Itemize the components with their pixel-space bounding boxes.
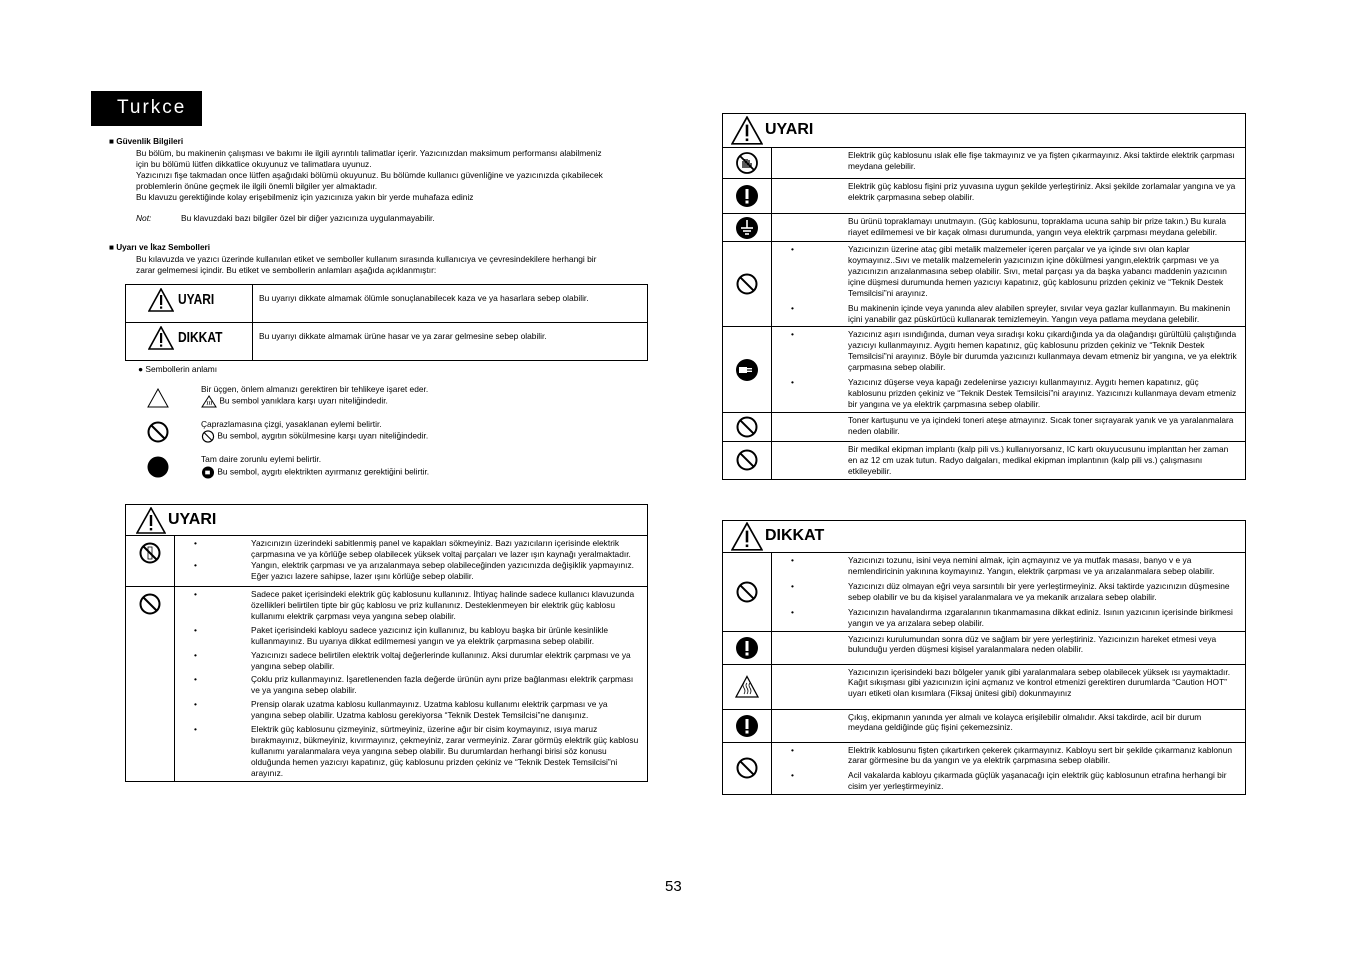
prohibited-icon: [735, 756, 759, 780]
warning-row: [723, 631, 1246, 664]
triangle-icon: [147, 388, 169, 408]
symbol-definition-table: [125, 284, 648, 361]
warning-triangle-icon: [148, 288, 174, 312]
list-item: • Bu makinenin içinde veya yanında alev alabilen spreyler, sıvılar veya gazlar kullanmayın. Bu makinenin içini yanabilir gaz püskürtücü kullanarak temizlemeyin. Yangın veya patlama meydana gelebilir.: [848, 303, 1237, 325]
prohibited-icon: [735, 448, 759, 472]
text-line: Bu kılavuzda ve yazıcı üzerinde kullanılan etiket ve semboller kullanım sırasında kullanıcıya ve çevresindekilere herhangi bir: [136, 254, 597, 264]
meaning-triangle-line2: Bu sembol yanıklara karşı uyarı niteliğindedir.: [201, 395, 388, 408]
warning-triangle-icon: [136, 507, 166, 534]
list-item: • Yazıcınız aşırı ısındığında, duman veya sıradışı koku çıkardığında ya da olağandışı gürültülü çalıştığında yazıcıyı kullanmayınız. Aygıtı hemen kapatınız, güç kablosunu prizden çekiniz ve “Teknik Destek Temsilcisi”ni arayınız. Böyle bir durumda yazıcınızı kullanmaya devam etmeniz bir yangına, ve ya elektrik çarpmasına sebep olabilir.: [848, 329, 1237, 373]
left-warning-row2: [175, 589, 639, 779]
right-caution-box: [722, 520, 1246, 795]
language-tab: Turkce: [91, 91, 202, 126]
dikkat-definition: Bu uyarıyı dikkate almamak ürüne hasar ve ya zarar gelmesine sebep olabilir.: [253, 323, 648, 361]
warning-row: [723, 327, 1246, 412]
warning-triangle-icon: [731, 522, 763, 551]
meaning-mandatory-line2: Bu sembol, aygıtı elektrikten ayırmanız gerektiğini belirtir.: [201, 466, 429, 479]
warning-row: [723, 441, 1246, 479]
text-line: Yazıcınızı fişe takmadan once lütfen aşağıdaki bölümü okuyunuz. Bu bölümde kullanıcı güvenliğine ve yazıcınızda çıkabilecek: [136, 169, 603, 180]
warning-row: [723, 242, 1246, 327]
warning-row: [723, 179, 1246, 214]
list-item: • Yazıcınızın üzerine ataç gibi metalik malzemeler içeren parçalar ve ya içinde sıvı olan kaplar koymayınız..Sıvı ve metalik malzemelerin yazıcınızın içine dökülmesi yangın,elektrik çarpması ve ya yazıcınızın arızalanmasına sebep olabilir. Sıvı, metal parçası ya da başka yabancı maddenin yazıcının içine düşmesi durumunda hemen yazıcıyı kapatınız, güç kablosunu prizden çekiniz ve “Teknik Destek Temsilcisi”ni arayınız.: [848, 244, 1237, 299]
warning-row: [723, 214, 1246, 242]
symbols-body: [136, 254, 681, 276]
wet-hand-prohibited-icon: [735, 151, 759, 175]
safety-heading: ■ Güvenlik Bilgileri: [109, 137, 184, 146]
no-disassembly-icon: [201, 430, 215, 443]
right-warning-box: [722, 113, 1246, 480]
note-label: Not:: [136, 213, 152, 223]
right-caution-title: DIKKAT: [723, 521, 1245, 552]
meaning-heading: ● Sembollerin anlamı: [138, 364, 218, 374]
prohibited-icon: [147, 421, 169, 443]
prohibited-icon: [735, 580, 759, 604]
meaning-prohibit-line2: Bu sembol, aygıtın sökülmesine karşı uyarı niteliğindedir.: [201, 430, 428, 443]
mandatory-icon: [735, 636, 759, 660]
warning-row: [723, 742, 1246, 795]
list-item: • Yazıcınızı tozunu, isini veya nemini almak, için açmayınız ve ya mutfak masası, banyo v e ya nemlendiricinin yakınına koymayınız. Yangın, elektrik çarpması ve ya arızalanmalara sebep olabilir.: [848, 555, 1237, 577]
text-line: problemlerin önüne geçmek ile ilgili önemli bilgiler yer almaktadır.: [136, 180, 378, 191]
left-warning-title: UYARI: [126, 505, 647, 535]
prohibited-icon: [735, 272, 759, 296]
page-number: 53: [665, 878, 682, 895]
safety-body: [136, 148, 681, 203]
meaning-mandatory-line1: Tam daire zorunlu eylemi belirtir.: [201, 454, 322, 464]
warning-row: [723, 664, 1246, 709]
note-text: Bu klavuzdaki bazı bilgiler özel bir diğer yazıcınıza uygulanmayabilir.: [181, 213, 435, 223]
list-item: • Yazıcınızın havalandırma ızgaralarının tıkanmamasına dikkat ediniz. Isının yazıcının içerisinde birikmesi yangın ve ya arızalara sebep olabilir.: [848, 607, 1237, 629]
row-text: Elektrik güç kablosu fişini priz yuvasına uygun şekilde yerleştiriniz. Aksi şekilde zorlamalar yangına ve ya elektrik çarpmasına sebep olabilir.: [848, 181, 1236, 202]
list-item: • Yazıcınızın üzerindeki sabitlenmiş panel ve kapakları sökmeyiniz. Bazı yazıcıların içerisinde elektrik çarpmasına ve ya körlüğe sebep olabilecek yüksek voltaj parçaları ve lazer ışın kaynağı yeralmaktadır.: [251, 538, 639, 560]
list-item: • Acil vakalarda kabloyu çıkarmada güçlük yaşanacağı için elektrik güç kablosunun etrafına herhangi bir cisim yer yerleştirmeyiniz.: [848, 770, 1237, 792]
dikkat-symbol: DIKKAT: [126, 323, 252, 352]
row-text: Kağıt sıkışması gibi yazıcınızın içini açmanız ve kontrol etmenizi gerektiren durumlarda “Caution HOT” uyarı etiketi olan kısımlara (Fiksaj ünitesi gibi) dokunmayınız: [848, 677, 1227, 699]
list-item: • Yazıcınız düşerse veya kapağı zedelenirse yazıcıyı kullanmayınız. Aygıtı hemen kapatınız, güç kablosunu prizden çekiniz ve “Teknik Destek Temsilcisi”ni arayınız. Yazıcınızı kullanmaya devam etmeniz bir yangına ve ya elektrik çarpmasına sebep olabilir.: [848, 377, 1237, 410]
row-text: Yazıcınızı kurulumundan sonra düz ve sağlam bir yere yerleştiriniz. Yazıcınızın hareket etmesi veya bulunduğu yerden düşmesi kişisel yaralanmalara neden olabilir.: [848, 633, 1217, 655]
mandatory-icon: [735, 714, 759, 738]
filled-circle-icon: [147, 456, 169, 478]
meaning-prohibit-line1: Çaprazlamasına çizgi, yasaklanan eylemi belirtir.: [201, 419, 382, 429]
mandatory-icon: [735, 184, 759, 208]
prohibited-icon: [735, 415, 759, 439]
warning-row: [723, 553, 1246, 632]
text-line: zarar gelmemesi içindir. Bu etiket ve sembollerin anlamları aşağıda açıklanmıştır:: [136, 264, 437, 275]
left-warning-row1: [175, 538, 639, 582]
list-item: • Yazıcınızı düz olmayan eğri veya sarsıntılı bir yere yerleştirmeyiniz. Aksi taktirde yazıcınızın düşmesine sebep olabilir ve bu da kişisel yaralanmalara ve ya mekanik arızalara sebep olabilir.: [848, 581, 1237, 603]
row-text: Elektrik güç kablosunu ıslak elle fişe takmayınız ve ya fişten çıkarmayınız. Aksi taktirde elektrik çarpması meydana gelebilir.: [848, 150, 1235, 171]
list-item: • Paket içerisindeki kabloyu sadece yazıcınız için kullanınız, bu kabloyu başka bir ürünle kesinlikle kullanmayınız. Bu uyarıya dikkat edilmemesi yangın ve ya elektrik çarpmasına sebep olabilir.: [251, 625, 639, 647]
row-text: Bu ürünü topraklamayı unutmayın. (Güç kablosunu, topraklama ucuna sahip bir prize takın.) Bu kurala riayet edilmemesi ve bir kaçak olması durumunda, yangın veya elektrik çarpması meydana gelebilir.: [848, 216, 1227, 237]
text-line: Bu klavuzu gerektiğinde kolay erişebilmeniz için yazıcınıza yakın bir yerde muhafaza ediniz: [136, 191, 474, 202]
text-line: için bu bölümü lütfen dikkatlice okuyunuz ve talimatlara uyunuz.: [136, 158, 372, 169]
row-text: Yazıcınızın içerisindeki bazı bölgeler yanık gibi yaralanmalara sebep olabilecek yüksek ısı yaymaktadır.: [848, 666, 1231, 677]
text-line: Bu bölüm, bu makinenin çalışması ve bakımı ile ilgili ayrıntılı talimatlar içerir. Yazıcınızdan maksimum performansı alabilmeniz: [136, 148, 602, 158]
left-warning-box: [125, 504, 648, 782]
prohibited-icon: [139, 593, 161, 615]
list-item: • Yangın, elektrik çarpması ve ya arızalanmaya sebep olabileceğinden yazıcınızda değişiklik yapmayınız. Eğer yazıcı lazere sahipse, lazer ışını körlüğe sebep olabilir.: [251, 560, 639, 582]
ground-icon: [735, 216, 759, 240]
right-warning-title: UYARI: [723, 114, 1245, 147]
warning-row: [723, 148, 1246, 179]
warning-row: [723, 709, 1246, 742]
uyari-symbol: UYARI: [126, 285, 252, 314]
warning-triangle-icon: [148, 326, 174, 350]
symbols-heading: ■ Uyarı ve İkaz Sembolleri: [109, 243, 210, 252]
hot-triangle-icon: [201, 395, 217, 408]
no-disassembly-icon: [139, 542, 161, 564]
hot-surface-icon: [735, 675, 759, 699]
unplug-icon: [735, 358, 759, 382]
warning-triangle-icon: [731, 116, 763, 145]
list-item: • Elektrik kablosunu fişten çıkartırken çekerek çıkarmayınız. Kabloyu sert bir şekilde çıkarmanız kablonun zarar görmesine bu da yangın ve ya elektrik çarpmasına sebep olabilir.: [848, 745, 1237, 767]
uyari-definition: Bu uyarıyı dikkate almamak ölümle sonuçlanabilecek kaza ve ya hasarlara sebep olabilir.: [253, 285, 648, 323]
row-text: Bir medikal ekipman implantı (kalp pili vs.) kullanıyorsanız, IC kartı okuyucusunu implanttan her zaman en az 12 cm uzak tutun. Radyo dalgaları, medikal ekipman implantının (kalp pili vs.) çalışmasını etkileyebilir.: [848, 443, 1229, 476]
row-text: Toner kartuşunu ve ya içindeki toneri ateşe atmayınız. Sıcak toner sıçrayarak yanık ve ya yaralanmalara neden olabilir.: [848, 414, 1234, 436]
meaning-triangle-line1: Bir üçgen, önlem almanızı gerektiren bir tehlikeye işaret eder.: [201, 384, 429, 394]
list-item: • Çoklu priz kullanmayınız. İşaretlenenden fazla değerde ürünün aynı prize bağlanması elektrik çarpması ve ya yangına sebep olabilir.: [251, 674, 639, 696]
list-item: • Sadece paket içerisindeki elektrik güç kablosunu kullanınız. İhtiyaç halinde sadece kullanıcı klavuzunda özellikleri belirtilen tipte bir güç kablosu ve priz kullanınız. Desteklenmeyen bir elektrik güç kablosu kullanımı elektrik çarpması veya yangına sebep olabilir.: [251, 589, 639, 622]
unplug-icon: [201, 466, 215, 479]
list-item: • Elektrik güç kablosunu çizmeyiniz, sürtmeyiniz, üzerine ağır bir cisim koymayınız, ısıya maruz bırakmayınız, bükmeyiniz, kıvırmayınız, çekmeyiniz, zarar vermeyiniz. Zarar görmüş elektrik güç kablosu kullanımı yaralanmalara veya yangına sebep olabilir. Bu durumlardan herhangi birisi söz konusu olduğunda hemen yazıcıyı kapatınız, güç kablosunu prizden çekiniz ve “Teknik Destek Temsilcisi”ni arayınız.: [251, 724, 639, 779]
list-item: • Yazıcınızı sadece belirtilen elektrik voltaj değerlerinde kullanınız. Aksi durumlar elektrik çarpması ve ya yangına sebep olabilir.: [251, 650, 639, 672]
row-text: Çıkış, ekipmanın yanında yer almalı ve kolayca erişilebilir olmalıdır. Aksi takdirde, acil bir durum meydana geldiğinde güç fişini çekemezsiniz.: [848, 711, 1202, 733]
warning-row: [723, 412, 1246, 441]
list-item: • Prensip olarak uzatma kablosu kullanmayınız. Uzatma kablosu kullanımı elektrik çarpması ve ya yangına sebep olabilir. Uzatma kablosu gerekiyorsa “Teknik Destek Temsilcisi”ne danışınız.: [251, 699, 639, 721]
